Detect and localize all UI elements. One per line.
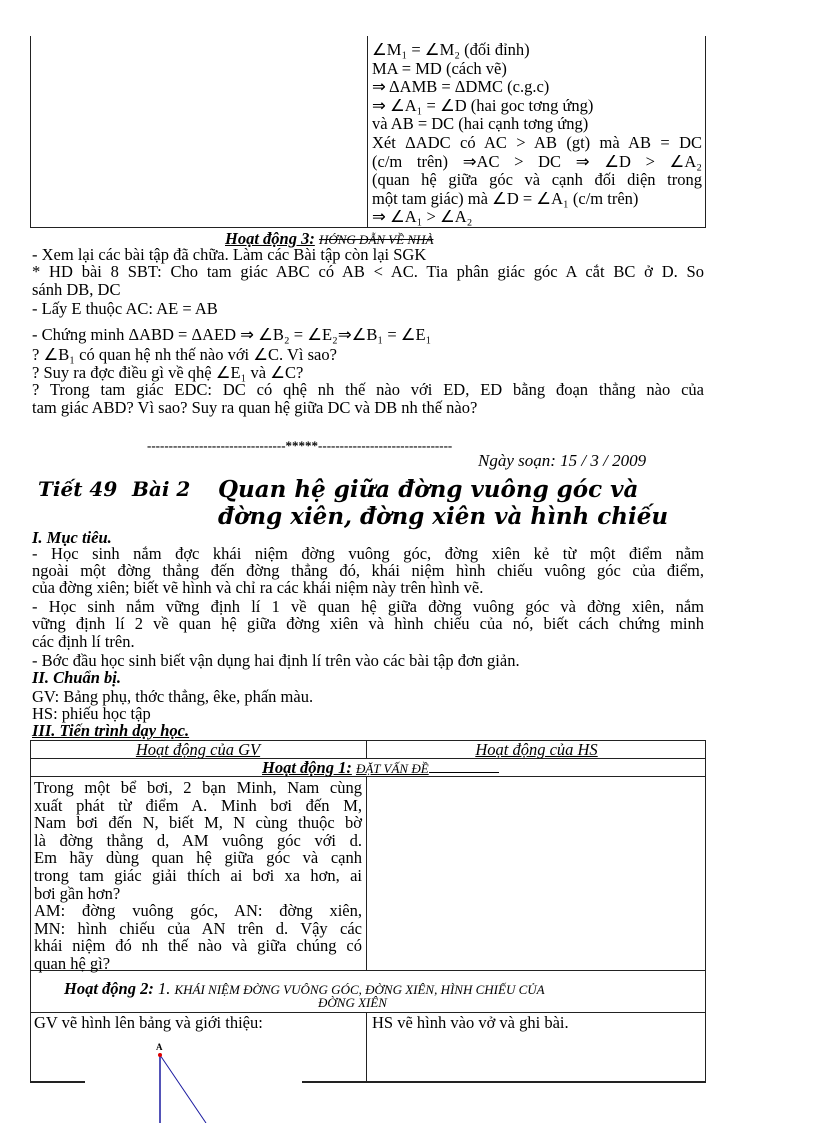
text-line: - Lấy E thuộc AC: AE = AB [32,299,218,318]
hd2-title-line-1: KHÁI NIỆM ĐỜNG VUÔNG GÓC, ĐỜNG XIÊN, HÌNH CHIẾU CỦA [174,982,545,997]
text-line: là đờng thẳng d, AM vuông góc với d. [34,830,362,850]
row-divider [30,970,706,971]
text-line: Trong một bể bơi, 2 bạn Minh, Nam cùng [34,778,362,797]
tien-trinh-heading: III. Tiến trình dạy học. [32,721,190,740]
column-divider [366,1012,367,1082]
text-line: - Học sinh nắm đợc khái niệm đờng vuông góc, đờng xiên kẻ từ một điểm nằm [32,544,704,563]
date-prepared: Ngày soạn: 15 / 3 / 2009 [478,451,647,470]
text-line: - Chứng minh ΔABD = ΔAED ⇒ ∠B₂ = ∠E₂⇒∠B₁ = ∠E₁ [32,325,432,344]
text-line: Em hãy dùng quan hệ giữa góc và cạnh [34,848,362,868]
text-line: ∠M₁ = ∠M₂ (đối đỉnh) [372,40,530,59]
text-line: một tam giác) mà ∠D = ∠A₁ (c/m trên) [372,188,639,208]
text-line: trong tam giác giải thích ai bơi xa hơn, ai [34,866,362,885]
chuan-bi-heading: II. Chuẩn bị. [32,668,121,687]
lesson-title-line-2: đờng xiên, đờng xiên và hình chiếu [218,503,669,530]
row2-gv: GV vẽ hình lên bảng và giới thiệu: [34,1013,263,1032]
text-line: ? Trong tam giác EDC: DC có qhệ nh thế nào với ED, ED bằng đoạn thẳng nào của [32,380,704,399]
text-line: ngoài một đờng thẳng đến đờng thẳng đó, khái niệm hình chiếu vuông góc của điểm, [32,561,704,580]
text-line: xuất phát từ điểm A. Minh bơi đến M, [34,795,362,815]
hd2-label: Hoạt động 2: [64,979,154,998]
text-line: quan hệ gì? [34,954,111,973]
hd2-number: 1. [157,979,171,998]
text-line: MN: hình chiếu của AN trên d. Vậy các [34,918,362,938]
text-line: ⇒ ∠A₁ > ∠A₂ [372,207,473,227]
text-line: - Học sinh nắm vững định lí 1 về quan hệ giữa đờng vuông góc và đờng xiên, nắm [32,597,704,616]
oblique-line [160,1055,206,1123]
header-gv: Hoạt động của GV [135,740,261,759]
text-line: AM: đờng vuông góc, AN: đờng xiên, [34,901,362,921]
text-line: khái niệm đó nh thế nào và giữa chúng có [34,936,362,956]
text-line: ? ∠B₁ có quan hệ nh thế nào với ∠C. Vì sao? [32,345,337,364]
text-line: vững định lí 2 về quan hệ giữa đờng xiên và hình chiếu của nó, biết cách chứng minh [32,614,704,633]
text-line: * HD bài 8 SBT: Cho tam giác ABC có AB < AC. Tia phân giác góc A cắt BC ở D. So [32,262,704,281]
hd3-label: Hoạt động 3: [225,229,315,248]
text-line: ? Suy ra đợc điều gì về qhệ ∠E₁ và ∠C? [32,363,304,382]
hd3-title: HỚNG DẪN VỀ NHÀ [318,232,434,247]
perpendicular-oblique-figure [140,1040,230,1123]
text-line: sánh DB, DC [32,280,121,299]
separator: --------------------------------*****------------------------------- [147,438,453,453]
table-bottom-border [30,1081,85,1083]
text-line: ⇒ ∠A₁ = ∠D (hai goc tơng ứng) [372,95,594,115]
text-line: - Xem lại các bài tập đã chữa. Làm các Bài tập còn lại SGK [32,245,427,264]
row2-hs: HS vẽ hình vào vở và ghi bài. [372,1013,569,1032]
top-table-divider [367,36,368,228]
text-line: các định lí trên. [32,632,135,651]
hd2-title-line-2: ĐỜNG XIÊN [318,995,387,1010]
point-a [158,1053,162,1057]
text-line: (c/m trên) ⇒AC > DC ⇒ ∠D > ∠A₂ [372,151,702,171]
point-a-label: A [156,1042,163,1052]
table-bottom-border [302,1081,706,1083]
hd1-heading [262,759,499,778]
text-line: ⇒ ΔAMB = ΔDMC (c.g.c) [372,77,550,97]
chuan-bi-gv: GV: Bảng phụ, thớc thẳng, êke, phấn màu. [32,687,314,706]
hd2-heading [64,980,545,999]
hd1-label: Hoạt động 1: [262,758,352,777]
hd1-title: ĐẶT VẤN ĐỀ [355,761,429,776]
lesson-bai: Bài 2 [132,477,191,501]
text-line: bơi gần hơn? [34,883,121,903]
text-line: - Bớc đầu học sinh biết vận dụng hai định lí trên vào các bài tập đơn giản. [32,651,520,670]
text-line: và AB = DC (hai cạnh tơng ứng) [372,114,589,134]
column-divider [366,776,367,970]
lesson-number: Tiết 49 [38,477,118,501]
text-line: MA = MD (cách vẽ) [372,58,507,78]
text-line: Xét ΔADC có AC > AB (gt) mà AB = DC [372,133,702,152]
text-line: tam giác ABD? Vì sao? Suy ra quan hệ giữa DC và DB nh thế nào? [32,398,478,417]
text-line: Nam bơi đến N, biết M, N cùng thuộc bờ [34,813,362,833]
chuan-bi-hs: HS: phiếu học tập [32,704,151,723]
muc-tieu-heading: I. Mục tiêu. [32,528,112,547]
lesson-title-line-1: Quan hệ giữa đờng vuông góc và [218,476,639,503]
text-line: của đờng xiên; biết vẽ hình và chỉ ra các khái niệm này trên hình vẽ. [32,578,484,597]
text-line: (quan hệ giữa góc và cạnh đối diện trong [372,170,702,190]
header-hs: Hoạt động của HS [475,740,598,759]
